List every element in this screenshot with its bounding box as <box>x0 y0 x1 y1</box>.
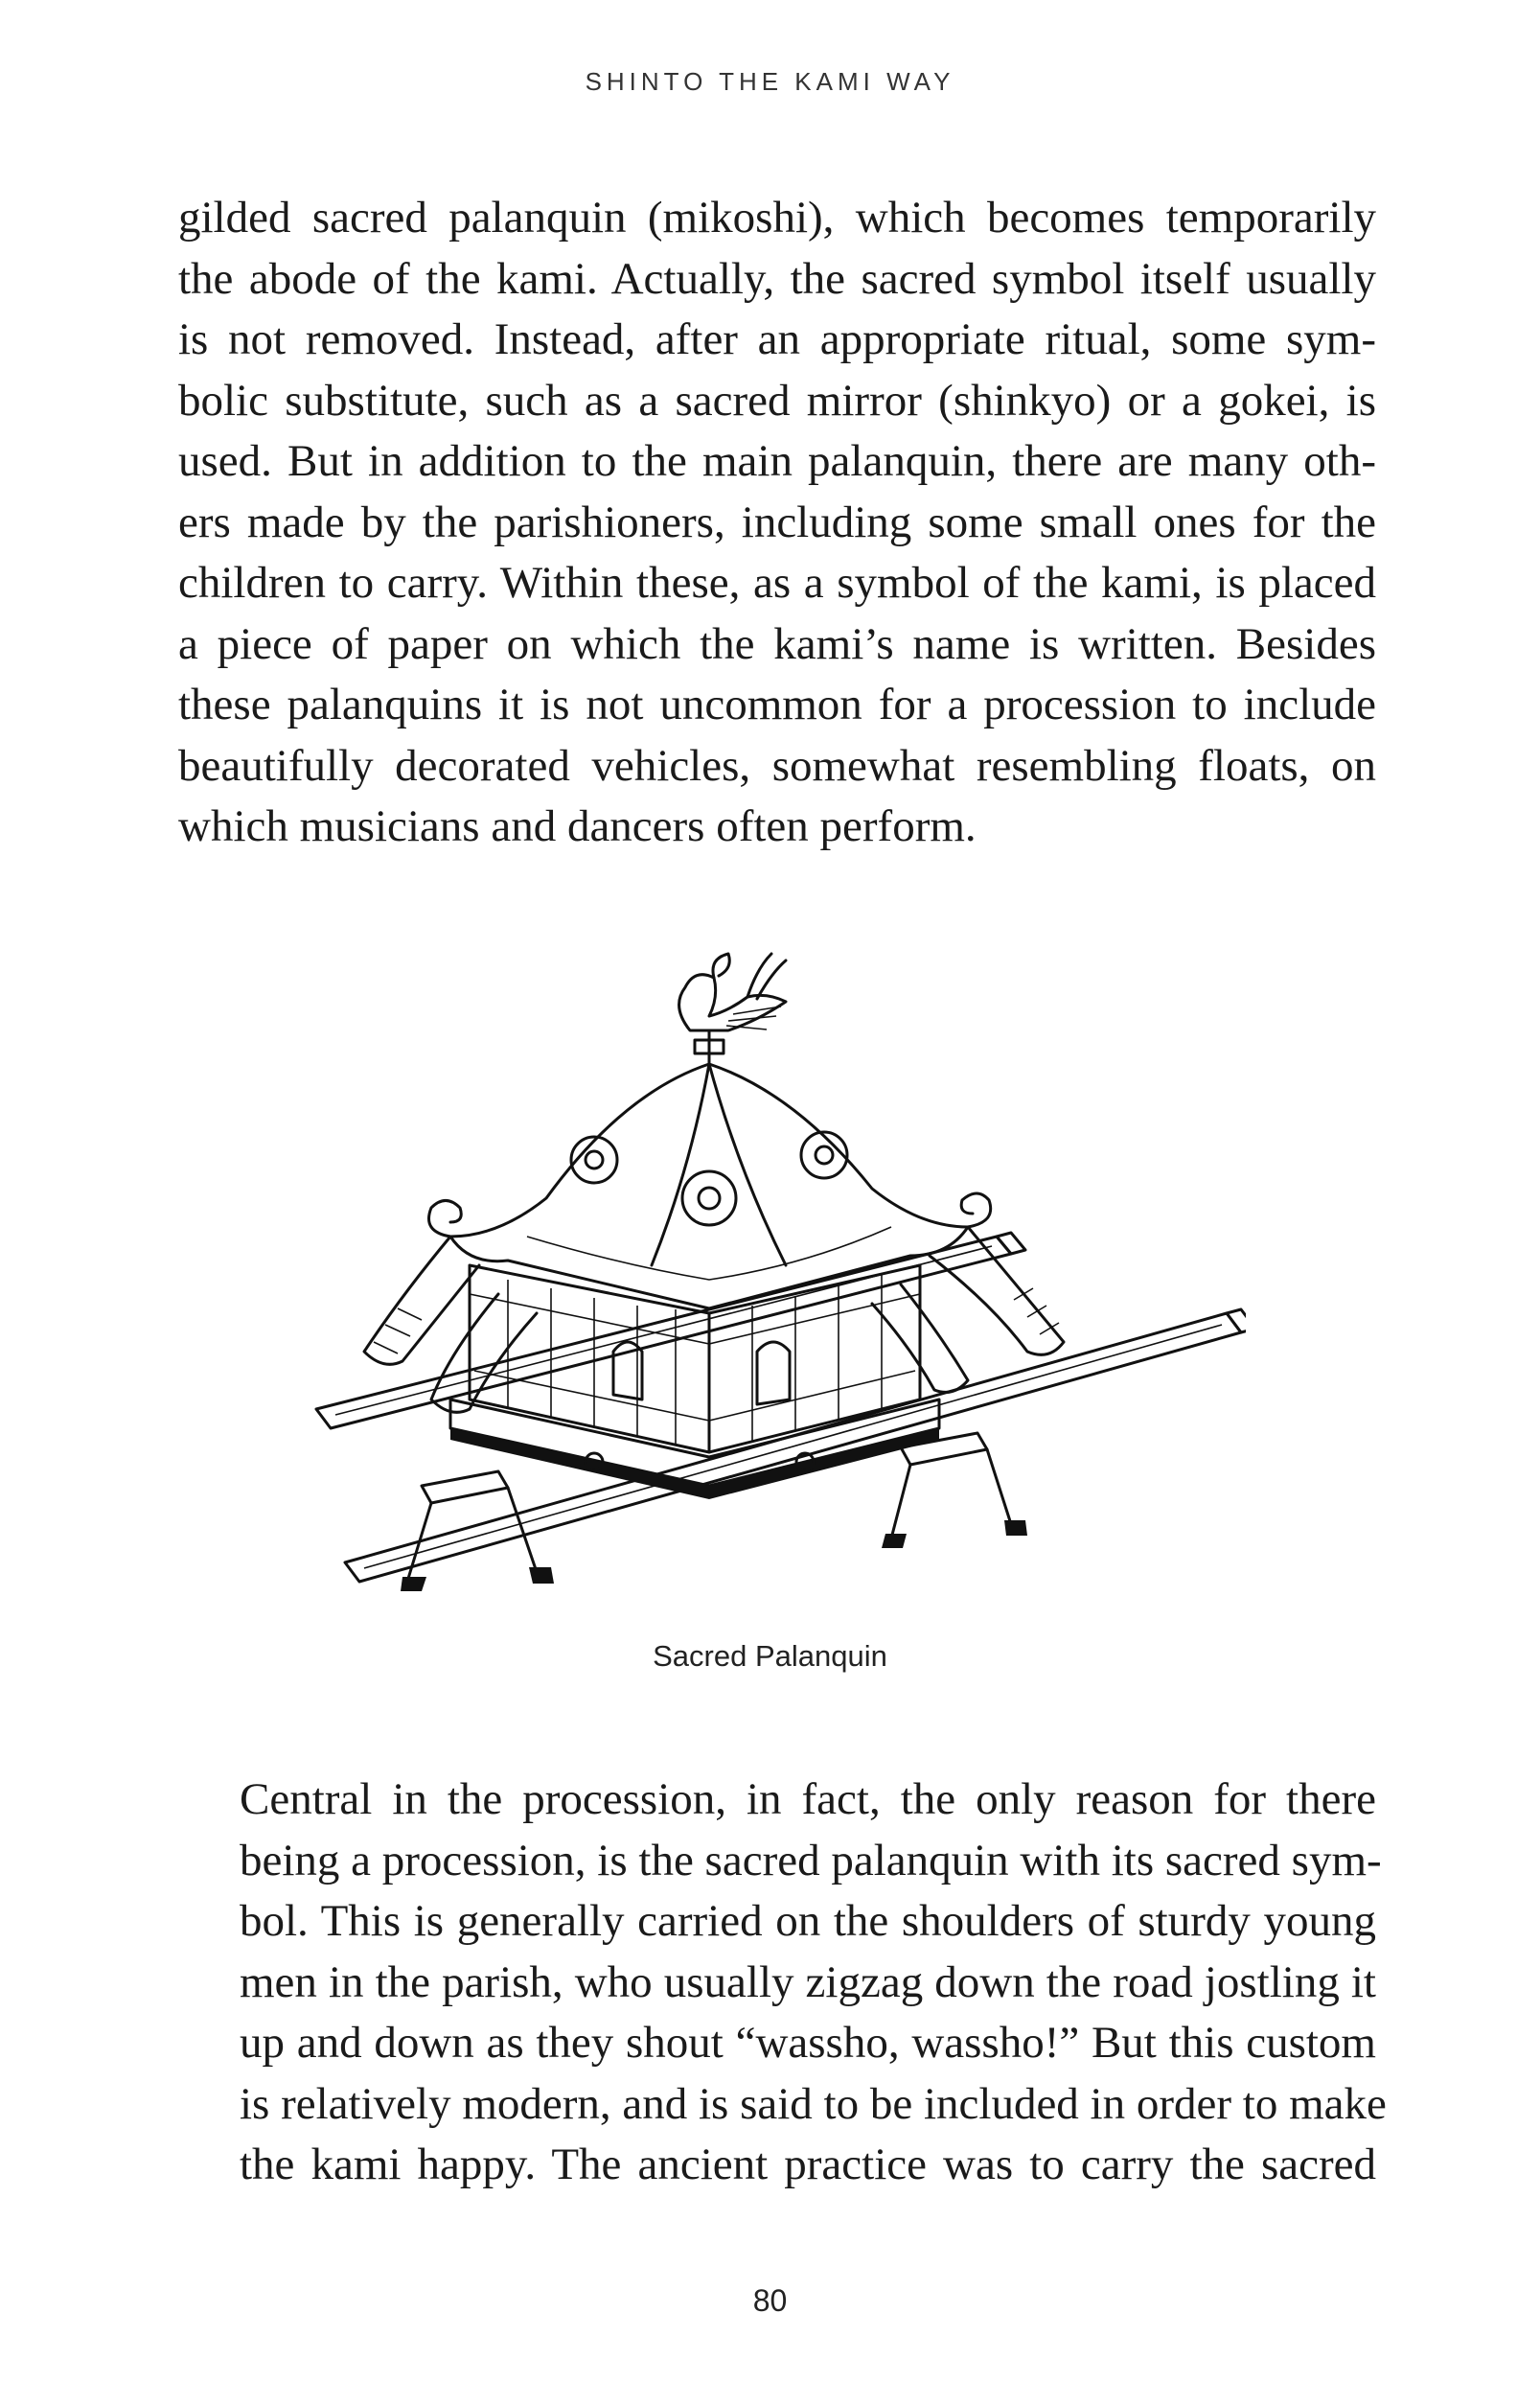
text-line: children to carry. Within these, as a symbol of the kami, is placed <box>178 558 1376 608</box>
text-line: the kami happy. The ancient practice was to carry the sacred <box>240 2140 1376 2189</box>
page-number: 80 <box>752 2283 788 2318</box>
phoenix-finial <box>679 954 786 1064</box>
text-line: which musicians and dancers often perform. <box>178 801 977 851</box>
text-line: the abode of the kami. Actually, the sacred symbol itself usually <box>178 253 1376 304</box>
body-paragraph-1 <box>178 188 1376 858</box>
text-line: Central in the procession, in fact, the only reason for there <box>240 1774 1376 1824</box>
text-line: bolic substitute, such as a sacred mirror (shinkyo) or a gokei, is <box>178 375 1376 426</box>
figure-caption: Sacred Palanquin <box>653 1639 887 1673</box>
text-line: a piece of paper on which the kami’s name is written. Besides <box>178 618 1376 669</box>
text-line: being a procession, is the sacred palanquin with its sacred sym- <box>240 1835 1382 1885</box>
text-line: is relatively modern, and is said to be included in order to make <box>240 2078 1387 2129</box>
text-line: beautifully decorated vehicles, somewhat resembling floats, on <box>178 740 1376 791</box>
palanquin-illustration <box>307 949 1246 1620</box>
carrying-poles <box>316 1233 1246 1582</box>
text-line: used. But in addition to the main palanquin, there are many oth- <box>178 436 1376 486</box>
text-line: bol. This is generally carried on the shoulders of sturdy young <box>240 1896 1376 1946</box>
text-line: gilded sacred palanquin (mikoshi), which becomes temporarily <box>178 193 1376 243</box>
body-paragraph-2 <box>178 1770 1387 2196</box>
palanquin-roof <box>429 1064 991 1308</box>
text-line: is not removed. Instead, after an appropriate ritual, some sym- <box>178 314 1376 364</box>
text-line: these palanquins it is not uncommon for a procession to include <box>178 680 1376 729</box>
text-line: up and down as they shout “wassho, wassho!” But this custom <box>240 2018 1376 2068</box>
text-line: ers made by the parishioners, including some small ones for the <box>178 497 1376 547</box>
text-line: men in the parish, who usually zigzag down the road jostling it <box>240 1956 1376 2007</box>
running-head: SHINTO THE KAMI WAY <box>585 67 955 96</box>
